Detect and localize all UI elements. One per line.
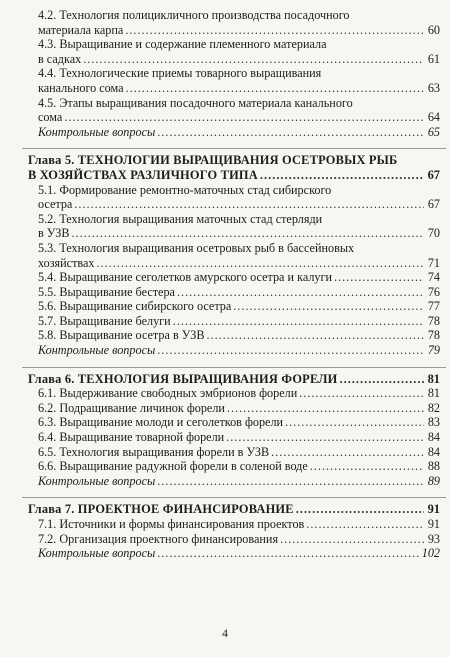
toc-page-number: 91 (427, 517, 440, 531)
divider (22, 148, 446, 149)
toc-page-number: 78 (427, 313, 440, 328)
toc-entry (28, 459, 440, 474)
toc-entry-text: 6.6. Выращивание радужной форели в соленой воде (38, 459, 308, 474)
toc-entry-text: 7.2. Организация проектного финансирования (38, 531, 279, 546)
toc-page-number: 71 (427, 255, 440, 270)
toc-page-number: 74 (427, 270, 440, 285)
toc-page-number: 84 (427, 430, 440, 445)
toc-page-number: 79 (427, 343, 440, 358)
chapter-heading (28, 372, 440, 387)
toc-page-number: 70 (427, 226, 440, 241)
toc-entry (28, 52, 440, 67)
toc-entry (28, 328, 440, 343)
toc-entry-text: 4.2. Технология полицикличного производства посадочного (38, 8, 350, 22)
toc-entry-text: 6.3. Выращивание молоди и сеголетков форели (38, 415, 284, 430)
chapter-title: Глава 7. ПРОЕКТНОЕ ФИНАНСИРОВАНИЕ (28, 502, 294, 517)
dot-leader (157, 343, 424, 358)
toc-entry-text: 5.3. Технология выращивания осетровых рыб в бассейновых (38, 240, 355, 255)
toc-entry-text: Контрольные вопросы (38, 546, 156, 561)
toc-entry-text: в садках (38, 51, 82, 66)
toc-page-number: 78 (427, 328, 440, 343)
toc-entry-text: 6.2. Подращивание личинок форели (38, 400, 225, 415)
toc-page-number: 64 (427, 110, 440, 125)
toc-entry (28, 81, 440, 96)
toc-entry (28, 110, 440, 125)
toc-entry-text: материала карпа (38, 22, 124, 37)
dot-leader (340, 372, 424, 387)
toc-page-number: 93 (427, 531, 440, 546)
dot-leader (157, 125, 424, 140)
toc-entry-text: 4.5. Этапы выращивания посадочного материала канального (38, 95, 353, 110)
toc-page-number: 61 (427, 51, 440, 66)
dot-leader (310, 459, 424, 474)
chapter-heading (28, 153, 440, 168)
toc-entry-text: 6.4. Выращивание товарной форели (38, 430, 225, 445)
chapter-title: В ХОЗЯЙСТВАХ РАЗЛИЧНОГО ТИПА (28, 167, 258, 182)
toc-page-number: 83 (427, 415, 440, 430)
toc-entry-text: 5.2. Технология выращивания маточных стад стерляди (38, 211, 323, 226)
toc-page-number: 89 (427, 473, 440, 488)
dot-leader (206, 328, 424, 343)
dot-leader (157, 546, 419, 561)
toc-entry (28, 285, 440, 300)
dot-leader (260, 168, 424, 183)
dot-leader (334, 270, 424, 285)
toc-page-number: 65 (427, 124, 440, 139)
toc-entry (28, 23, 440, 38)
toc-entry (28, 386, 440, 401)
toc-entry-text: 4.4. Технологические приемы товарного выращивания (38, 66, 322, 81)
dot-leader (233, 299, 424, 314)
toc-entry (28, 401, 440, 416)
toc-page-number: 82 (427, 400, 440, 415)
toc-page-number: 81 (427, 386, 440, 401)
toc-entry (28, 270, 440, 285)
toc-page-number: 76 (427, 284, 440, 299)
toc-entry-text: сома (38, 110, 63, 125)
toc-entry-text: 5.4. Выращивание сеголетков амурского осетра и калуги (38, 270, 333, 285)
chapter-title: Глава 5. ТЕХНОЛОГИИ ВЫРАЩИВАНИЯ ОСЕТРОВЫХ РЫБ (28, 153, 398, 168)
toc-page-number: 63 (427, 80, 440, 95)
toc-entry-text: 7.1. Источники и формы финансирования проектов (38, 517, 305, 531)
toc-entry (28, 430, 440, 445)
toc-page-number: 67 (427, 167, 440, 182)
toc-entry-text: 5.6. Выращивание сибирского осетра (38, 299, 232, 314)
dot-leader (125, 23, 424, 38)
toc-entry (28, 256, 440, 271)
toc-entry (28, 314, 440, 329)
toc-entry-text: 4.3. Выращивание и содержание племенного материала (38, 37, 327, 52)
dot-leader (126, 81, 424, 96)
chapter-heading (28, 168, 440, 183)
toc-page-number: 77 (427, 299, 440, 314)
toc-entry-text: хозяйствах (38, 255, 95, 270)
chapter-title: Глава 6. ТЕХНОЛОГИЯ ВЫРАЩИВАНИЯ ФОРЕЛИ (28, 371, 338, 386)
toc-entry (28, 197, 440, 212)
divider (22, 497, 446, 498)
toc-entry-review-questions (28, 474, 440, 489)
toc-entry (28, 299, 440, 314)
toc-entry-text: 5.7. Выращивание белуги (38, 313, 171, 328)
toc-entry (28, 532, 440, 547)
toc-entry-text: 6.5. Технология выращивания форели в УЗВ (38, 444, 270, 459)
dot-leader (271, 445, 424, 460)
dot-leader (157, 474, 424, 489)
dot-leader (280, 532, 424, 547)
toc-entry-review-questions (28, 125, 440, 140)
toc-page-number: 67 (427, 197, 440, 212)
dot-leader (177, 285, 424, 300)
table-of-contents (28, 8, 440, 561)
toc-entry-review-questions (28, 343, 440, 358)
toc-entry-review-questions (28, 546, 440, 561)
toc-entry-text: Контрольные вопросы (38, 473, 156, 488)
toc-entry-text: 5.1. Формирование ремонтно-маточных стад сибирского (38, 182, 332, 197)
toc-page-number: 88 (427, 459, 440, 474)
toc-page-number: 60 (427, 22, 440, 37)
toc-entry-text: в УЗВ (38, 226, 70, 241)
dot-leader (227, 401, 424, 416)
toc-entry-text: Контрольные вопросы (38, 343, 156, 358)
dot-leader (299, 386, 424, 401)
toc-entry (28, 415, 440, 430)
dot-leader (173, 314, 424, 329)
divider (22, 367, 446, 368)
toc-page-number: 91 (427, 502, 440, 517)
toc-entry-text: осетра (38, 197, 73, 212)
page-number: 4 (222, 626, 228, 640)
toc-entry (28, 445, 440, 460)
dot-leader (306, 517, 424, 532)
dot-leader (72, 226, 424, 241)
toc-page-number: 102 (421, 546, 440, 561)
toc-entry (28, 226, 440, 241)
toc-page-number: 84 (427, 444, 440, 459)
toc-entry-text: 6.1. Выдерживание свободных эмбрионов форели (38, 386, 298, 401)
dot-leader (74, 197, 424, 212)
dot-leader (296, 502, 424, 517)
toc-entry-text: 5.8. Выращивание осетра в УЗВ (38, 328, 205, 343)
toc-entry-text: канального сома (38, 80, 124, 95)
toc-entry (28, 517, 440, 532)
dot-leader (97, 256, 425, 271)
toc-page-number: 81 (427, 371, 440, 386)
dot-leader (83, 52, 424, 67)
dot-leader (226, 430, 424, 445)
toc-entry-text: 5.5. Выращивание бестера (38, 284, 175, 299)
toc-entry-text: Контрольные вопросы (38, 124, 156, 139)
dot-leader (64, 110, 424, 125)
chapter-heading (28, 502, 440, 517)
dot-leader (285, 415, 424, 430)
